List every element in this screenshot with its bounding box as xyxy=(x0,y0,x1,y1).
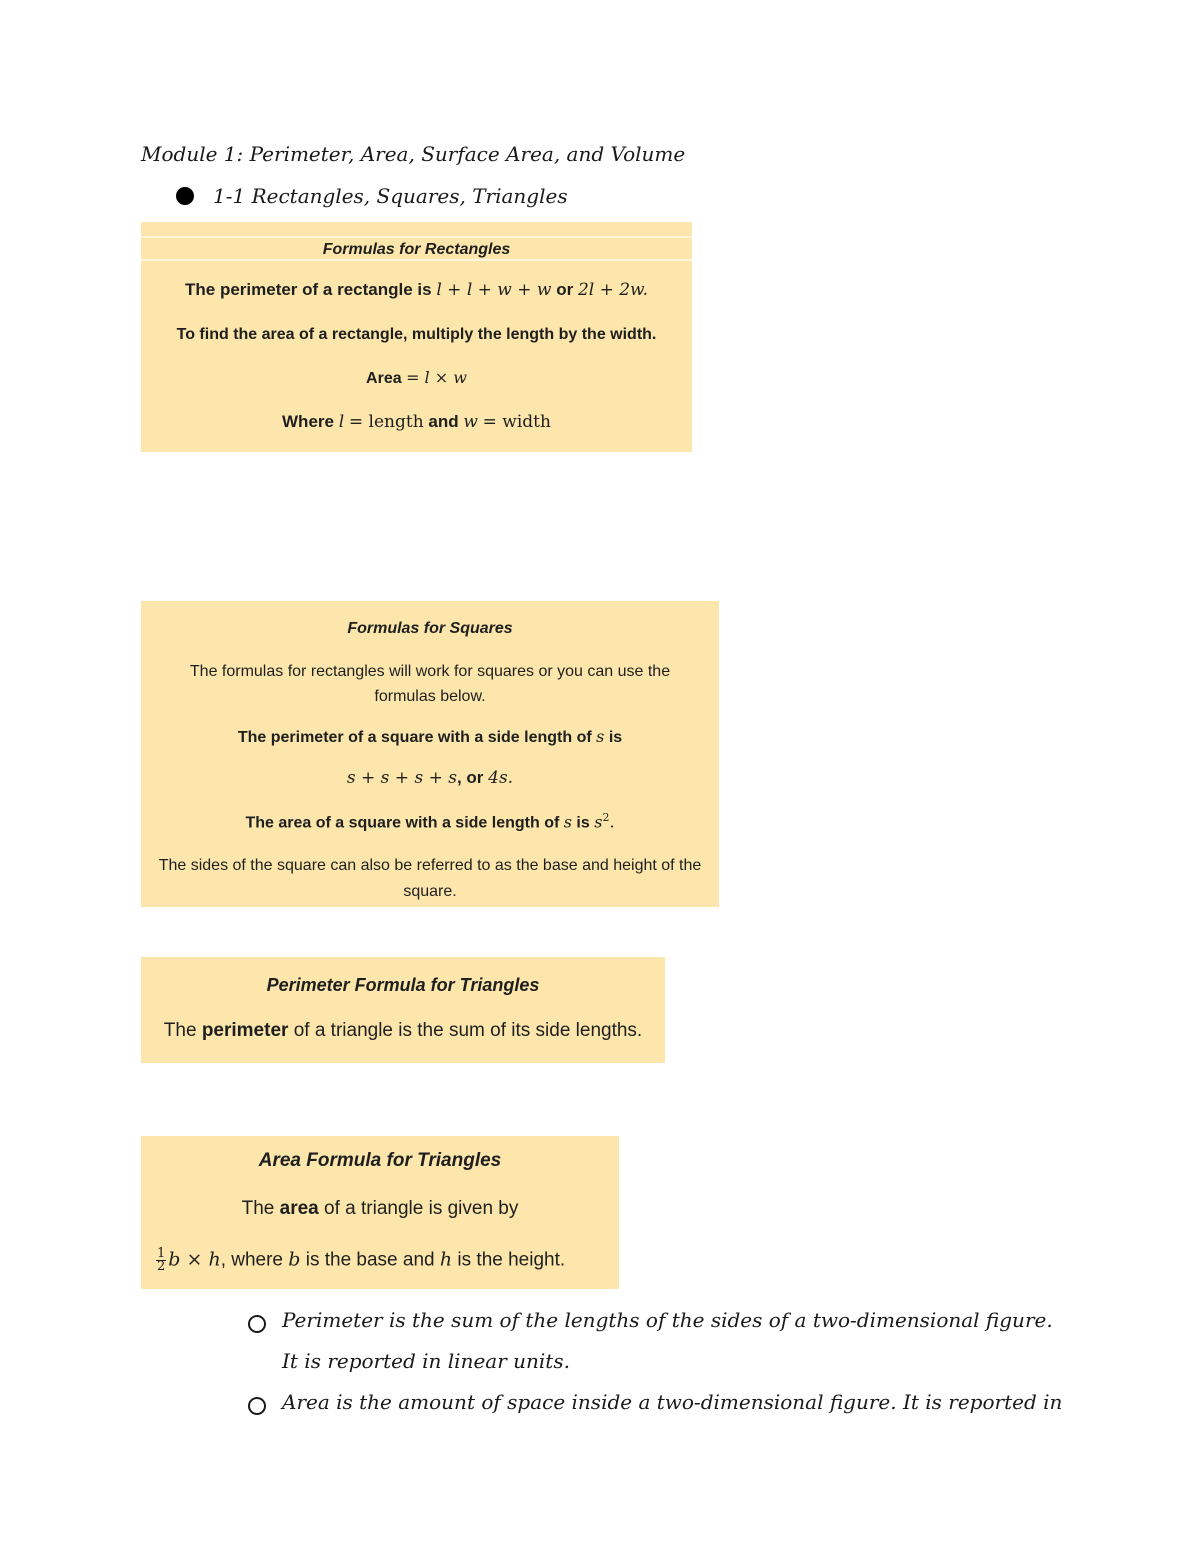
ta-where2: is the base and xyxy=(305,1249,435,1271)
squares-heading: Formulas for Squares xyxy=(347,620,513,637)
section-bullet xyxy=(176,184,568,208)
rectangles-heading: Formulas for Rectangles xyxy=(322,241,511,258)
ta-frac-den: 2 xyxy=(157,1259,166,1274)
triangle-area-heading: Area Formula for Triangles xyxy=(258,1150,502,1171)
squares-area-line xyxy=(141,811,719,832)
triangle-perimeter-card xyxy=(141,957,665,1063)
ta-text-before: The xyxy=(241,1198,275,1219)
rect-where-w-def: = width xyxy=(482,412,551,432)
ta-text-after: of a triangle is given by xyxy=(324,1198,519,1219)
rect-area-expr: = l × w xyxy=(406,368,467,387)
ta-formula: b × h xyxy=(168,1248,221,1271)
list-item-text: Perimeter is the sum of the lengths of the sides of a two-dimensional figure. It is reported in linear units. xyxy=(282,1308,1053,1373)
rectangles-area-line xyxy=(141,368,692,388)
triangle-area-formula-line xyxy=(141,1248,619,1273)
rect-where-label: Where xyxy=(282,412,334,431)
rect-area-label: Area xyxy=(366,370,402,387)
sq-perimeter-or: , or xyxy=(456,768,484,787)
ta-fraction xyxy=(156,1248,166,1273)
sq-area-end: . xyxy=(609,812,615,832)
rectangles-perimeter-line xyxy=(141,280,692,300)
rect-perimeter-expr1: l + l + w + w xyxy=(436,280,552,300)
rectangles-where-line xyxy=(141,412,692,432)
rect-perimeter-prefix: The perimeter of a rectangle is xyxy=(185,280,432,299)
rect-perimeter-expr2: 2l + 2w. xyxy=(577,280,648,300)
rect-where-w: w xyxy=(463,412,478,432)
squares-note: The sides of the square can also be referred to as the base and height of the square. xyxy=(158,857,702,900)
triangle-perimeter-text xyxy=(141,1020,665,1042)
tp-text-before: The xyxy=(163,1020,197,1041)
sq-perimeter-prefix: The perimeter of a square with a side length of xyxy=(237,729,592,746)
list-item xyxy=(248,1390,1072,1423)
sq-area-prefix: The area of a square with a side length of xyxy=(245,814,560,832)
tp-text-after: of a triangle is the sum of its side lengths. xyxy=(293,1020,643,1041)
sq-perimeter-var: s xyxy=(596,727,605,746)
ta-var-h: h xyxy=(439,1248,453,1271)
card-top-band xyxy=(141,222,692,238)
bullet-dot-icon xyxy=(176,187,194,205)
card-divider xyxy=(141,259,692,261)
ta-frac-num: 1 xyxy=(157,1246,166,1261)
triangle-area-card xyxy=(141,1136,619,1289)
module-title: Module 1: Perimeter, Area, Surface Area, and Volume xyxy=(141,142,686,166)
squares-perimeter-line xyxy=(141,727,719,747)
hollow-bullet-icon xyxy=(248,1315,266,1333)
squares-intro: The formulas for rectangles will work for squares or you can use the formulas below. xyxy=(189,663,671,705)
ta-where3: is the height. xyxy=(457,1249,566,1271)
triangle-perimeter-heading: Perimeter Formula for Triangles xyxy=(266,975,540,995)
rect-where-and: and xyxy=(428,412,459,431)
tp-text-bold: perimeter xyxy=(201,1020,289,1041)
rect-where-l: l xyxy=(338,412,345,432)
ta-text-bold: area xyxy=(279,1198,319,1219)
ta-where1: , where xyxy=(220,1249,283,1271)
sq-perimeter-expr: s + s + s + s xyxy=(346,768,457,788)
rect-perimeter-or: or xyxy=(556,280,574,299)
section-bullet-label: 1-1 Rectangles, Squares, Triangles xyxy=(213,184,568,208)
sq-area-var: s xyxy=(563,812,572,832)
rectangles-formula-card xyxy=(141,222,692,452)
triangle-area-text xyxy=(141,1198,619,1220)
list-item xyxy=(248,1308,1072,1382)
squares-formula-card xyxy=(141,601,719,907)
sq-area-expr: s xyxy=(594,812,603,832)
sq-area-exp: 2 xyxy=(602,811,610,824)
rectangles-area-instruction: To find the area of a rectangle, multiply the length by the width. xyxy=(176,326,657,343)
rect-where-l-def: = length xyxy=(348,412,424,432)
sq-area-is: is xyxy=(576,814,590,832)
sq-perimeter-is: is xyxy=(608,729,623,746)
squares-perimeter-expr-line xyxy=(141,768,719,788)
list-item-text: Area is the amount of space inside a two-dimensional figure. It is reported in xyxy=(282,1390,1063,1414)
sq-perimeter-expr2: 4s. xyxy=(488,768,514,788)
hollow-bullet-icon xyxy=(248,1397,266,1415)
ta-var-b: b xyxy=(288,1248,301,1271)
